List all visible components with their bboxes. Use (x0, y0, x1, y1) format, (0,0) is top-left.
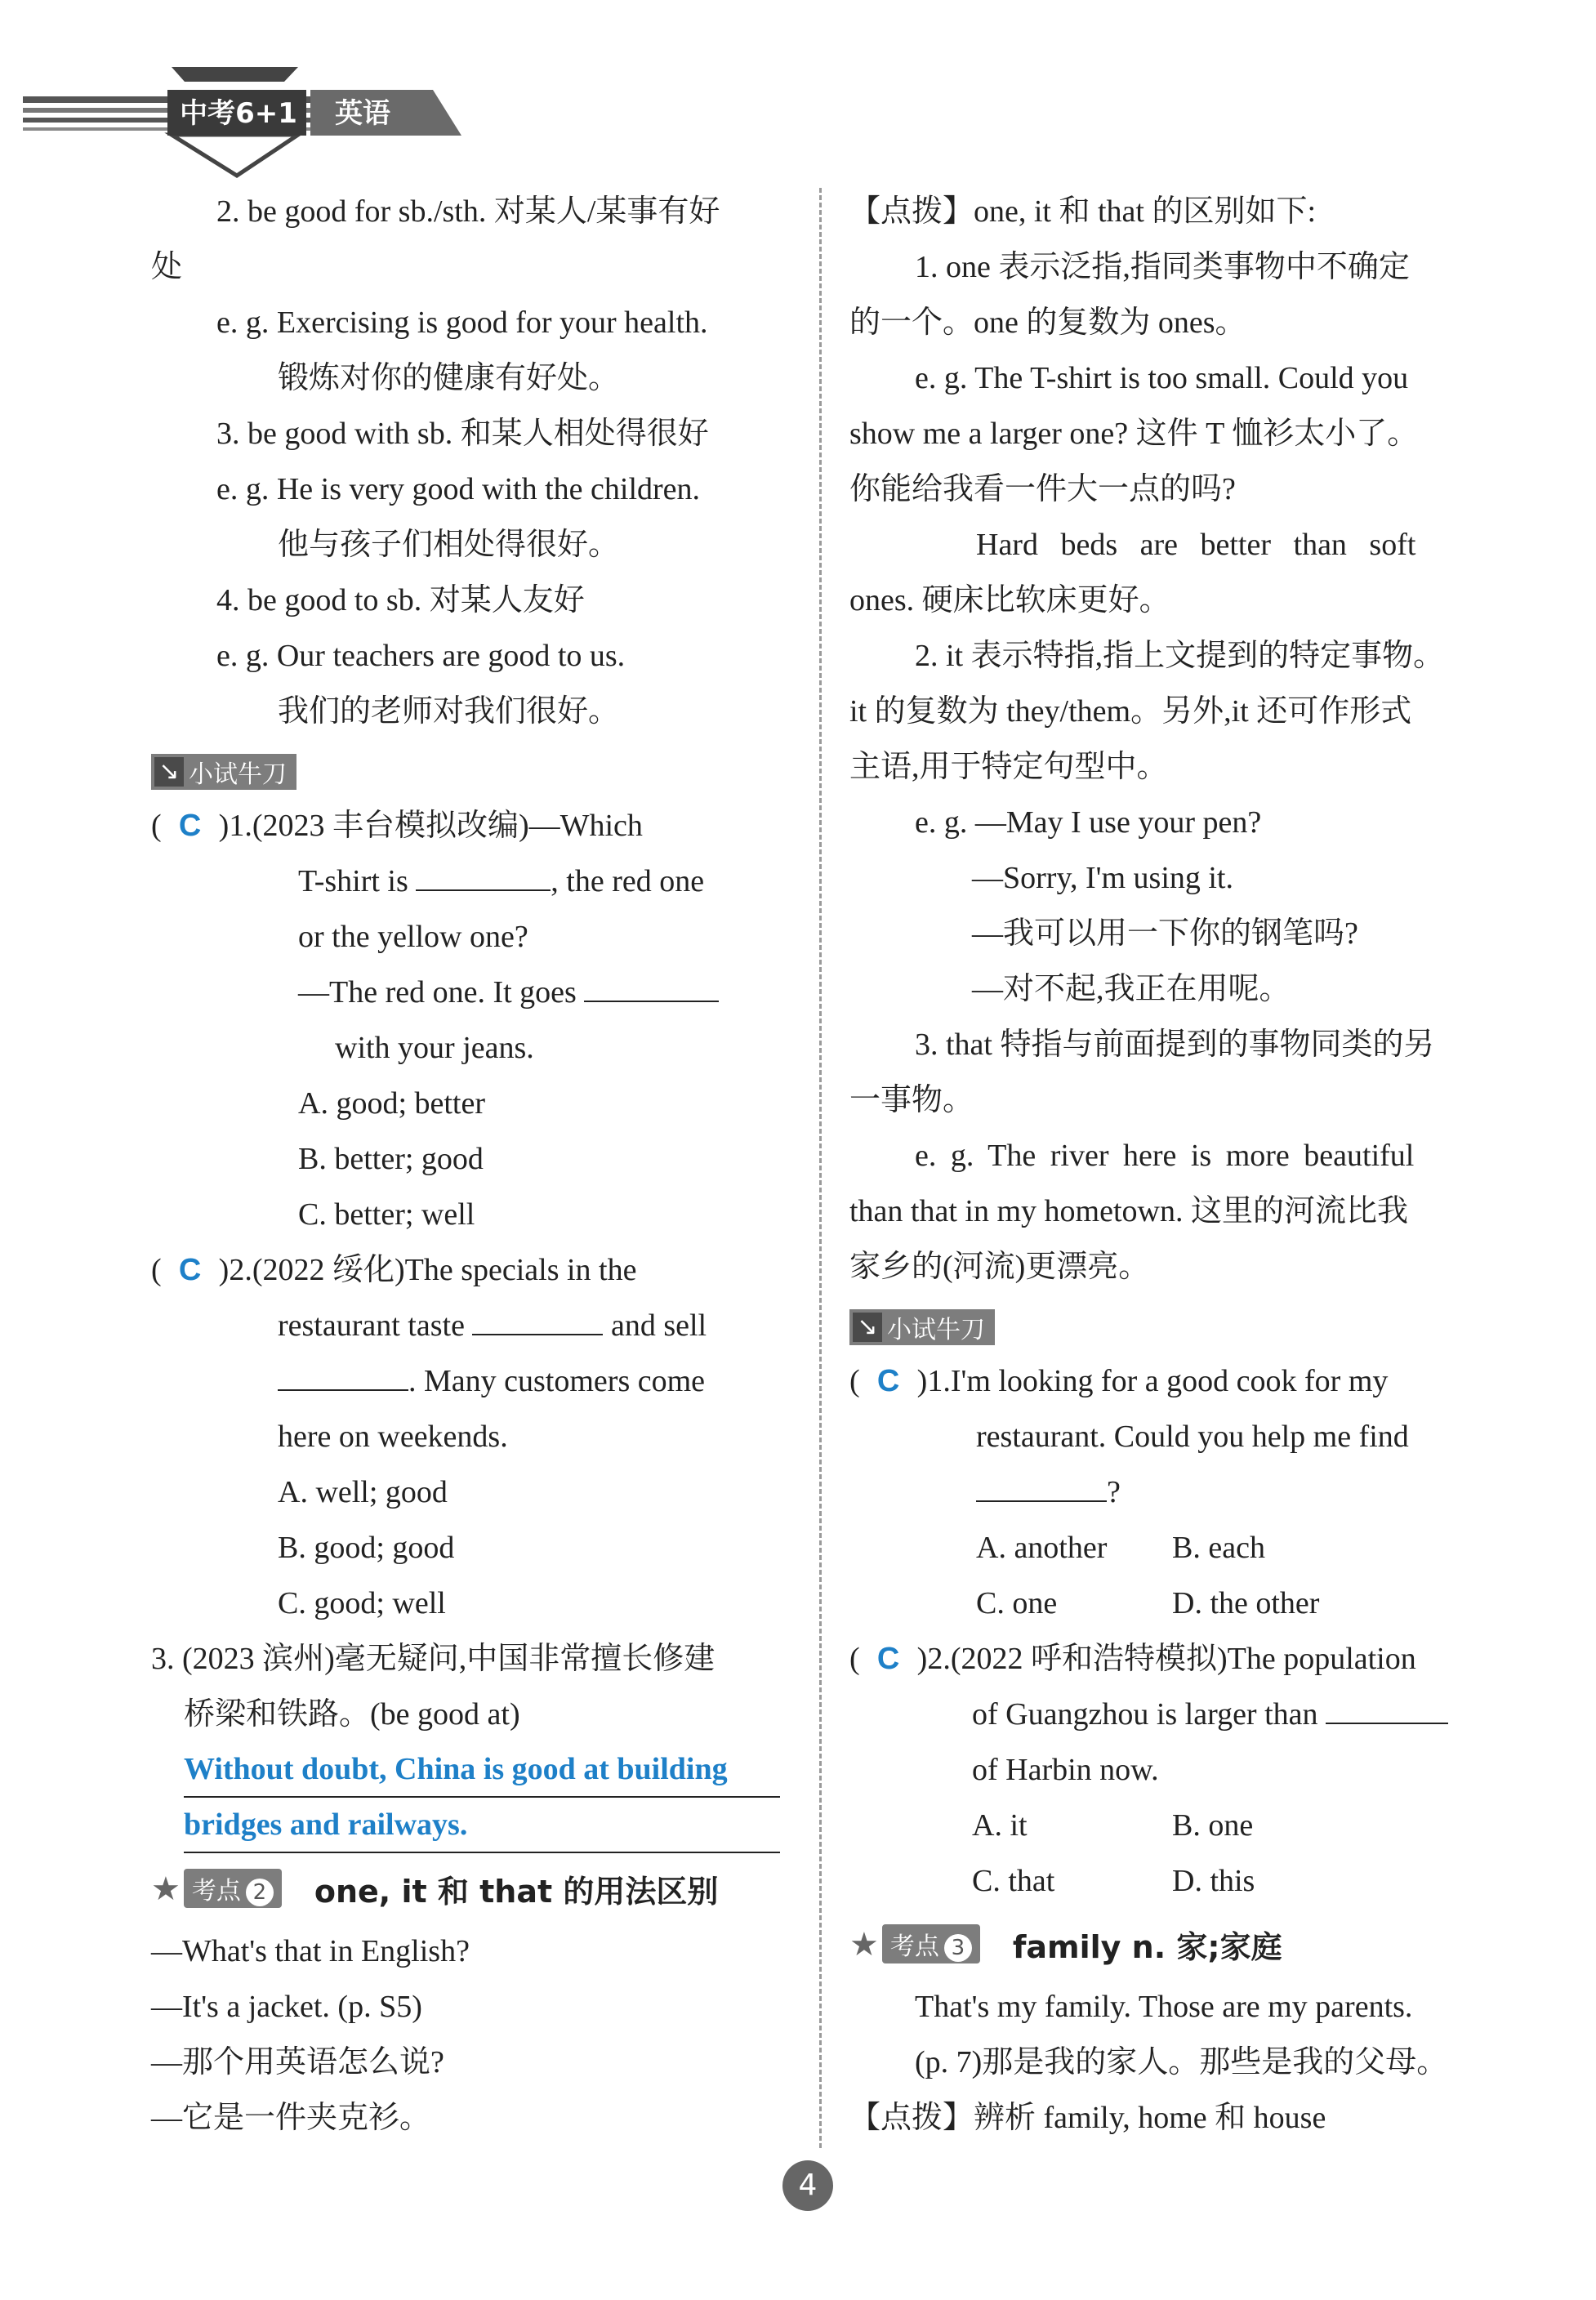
answer-mark: C (876, 1364, 900, 1398)
example-line: e. g. —May I use your pen? (915, 805, 1262, 840)
example-line: e. g. The T-shirt is too small. Could you (915, 361, 1409, 395)
practice-tag (151, 754, 296, 790)
example-line: —对不起,我正在用呢。 (972, 972, 1291, 1006)
left-column (151, 184, 784, 2146)
question-line: —The red one. It goes (151, 965, 784, 1020)
option[interactable]: A. another (976, 1531, 1108, 1565)
option[interactable]: B. good; good (278, 1531, 455, 1565)
key-point-title: one, it 和 that 的用法区别 (314, 1873, 719, 1910)
person-star-icon: ★ (151, 1870, 181, 1907)
tip-line: 【点拨】one, it 和 that 的区别如下: (849, 194, 1317, 229)
option[interactable]: C. good; well (278, 1586, 446, 1620)
option[interactable]: A. well; good (278, 1475, 448, 1509)
question-line: here on weekends. (278, 1420, 508, 1454)
example-line: —我可以用一下你的钢笔吗? (972, 916, 1358, 951)
option[interactable]: A. it (972, 1808, 1028, 1843)
question-1: ( C )1.I'm looking for a good cook for my (849, 1353, 1478, 1409)
question-line: ? (849, 1464, 1478, 1520)
text-line: 的一个。one 的复数为 ones。 (849, 305, 1246, 340)
options-row (849, 1520, 1478, 1576)
arrow-icon: ↘ (853, 1313, 882, 1342)
option[interactable]: C. one (976, 1586, 1058, 1620)
page-number: 4 (782, 2160, 833, 2211)
answer-mark: C (876, 1642, 900, 1676)
subject-label: 英语 (335, 97, 390, 130)
text-line: 4. be good to sb. 对某人友好 (216, 583, 585, 617)
text-line: 处 (151, 250, 183, 284)
answer-blank[interactable] (1326, 1693, 1448, 1724)
text-line: 2. it 表示特指,指上文提到的特定事物。 (915, 639, 1445, 673)
example-line: e. g. Our teachers are good to us. (216, 639, 626, 673)
option[interactable]: D. the other (1172, 1586, 1320, 1620)
example-line: ones. 硬床比软床更好。 (849, 583, 1170, 617)
practice-tag-label: 小试牛刀 (189, 760, 287, 789)
text-line: it 的复数为 they/them。另外,it 还可作形式 (849, 694, 1412, 729)
key-point-3 (849, 1917, 1478, 1971)
sentence-line: (p. 7)那是我的家人。那些是我的父母。 (915, 2045, 1448, 2079)
answer-mark: C (178, 1253, 202, 1287)
page-header (0, 0, 1596, 188)
option[interactable]: B. each (1172, 1531, 1265, 1565)
example-line: —Sorry, I'm using it. (972, 861, 1233, 895)
text-line: 1. one 表示泛指,指同类事物中不确定 (915, 250, 1410, 284)
dialog-line: —What's that in English? (151, 1934, 470, 1968)
answer-text: bridges and railways. (184, 1798, 780, 1853)
dialog-line: —它是一件夹克衫。 (151, 2101, 431, 2135)
answer-text: Without doubt, China is good at building (184, 1742, 780, 1798)
example-line: show me a larger one? 这件 T 恤衫太小了。 (849, 417, 1419, 451)
question-line: or the yellow one? (298, 920, 528, 954)
key-point-badge: 考点 3 (882, 1924, 980, 1963)
option[interactable]: B. one (1172, 1808, 1254, 1843)
example-line: e. g. The river here is more beautiful (915, 1139, 1415, 1173)
practice-tag (849, 1309, 995, 1345)
right-column (849, 184, 1478, 2146)
answer-mark: C (178, 809, 202, 843)
option[interactable]: A. good; better (298, 1086, 486, 1121)
answer-blank[interactable] (416, 860, 551, 891)
options-row (849, 1576, 1478, 1631)
question-2: ( C )2.(2022 绥化)The specials in the (151, 1242, 784, 1298)
translation-line: 他与孩子们相处得很好。 (278, 528, 620, 562)
translation-line: 我们的老师对我们很好。 (278, 694, 620, 729)
question-line: restaurant taste and sell (151, 1298, 784, 1353)
key-point-2 (151, 1861, 784, 1915)
dialog-line: —It's a jacket. (p. S5) (151, 1990, 422, 2024)
answer-area[interactable] (151, 1742, 780, 1853)
key-point-badge: 考点 2 (184, 1869, 282, 1908)
example-line: 家乡的(河流)更漂亮。 (849, 1250, 1150, 1284)
question-line: restaurant. Could you help me find (976, 1420, 1409, 1454)
dialog-line: —那个用英语怎么说? (151, 2045, 444, 2079)
option[interactable]: D. this (1172, 1864, 1255, 1898)
question-1: ( C )1.(2023 丰台模拟改编)—Which (151, 798, 784, 854)
text-line: 3. that 特指与前面提到的事物同类的另 (915, 1027, 1435, 1062)
key-point-title: family n. 家;家庭 (1012, 1928, 1282, 1965)
example-line: 你能给我看一件大一点的吗? (849, 472, 1236, 506)
option[interactable]: C. better; well (298, 1197, 475, 1232)
question-3: 3. (2023 滨州)毫无疑问,中国非常擅长修建 (151, 1642, 716, 1676)
question-line: 桥梁和铁路。(be good at) (184, 1697, 520, 1732)
example-line: than that in my hometown. 这里的河流比我 (849, 1194, 1408, 1228)
option[interactable]: B. better; good (298, 1142, 484, 1176)
translation-line: 锻炼对你的健康有好处。 (278, 361, 620, 395)
question-line: with your jeans. (335, 1031, 534, 1065)
brand-logo: 中考6+1 (180, 97, 297, 130)
text-line: 2. be good for sb./sth. 对某人/某事有好 (216, 194, 720, 229)
option[interactable]: C. that (972, 1864, 1055, 1898)
text-line: 一事物。 (849, 1083, 974, 1117)
options-row (849, 1798, 1478, 1853)
question-line: of Guangzhou is larger than (849, 1687, 1478, 1742)
example-line: Hard beds are better than soft (976, 528, 1416, 562)
answer-blank[interactable] (472, 1304, 603, 1335)
example-line: e. g. Exercising is good for your health. (216, 305, 708, 340)
example-line: e. g. He is very good with the children. (216, 472, 701, 506)
answer-blank[interactable] (278, 1360, 408, 1391)
question-line: . Many customers come (151, 1353, 784, 1409)
question-2: ( C )2.(2022 呼和浩特模拟)The population (849, 1631, 1478, 1687)
answer-blank[interactable] (584, 971, 719, 1002)
options-row (849, 1853, 1478, 1909)
practice-tag-label: 小试牛刀 (887, 1316, 985, 1344)
answer-blank[interactable] (976, 1471, 1107, 1502)
text-line: 主语,用于特定句型中。 (849, 750, 1168, 784)
arrow-icon: ↘ (154, 757, 184, 787)
question-line: T-shirt is , the red one (151, 854, 784, 909)
question-line: of Harbin now. (972, 1753, 1159, 1787)
sentence-line: That's my family. Those are my parents. (915, 1990, 1413, 2024)
text-line: 3. be good with sb. 和某人相处得很好 (216, 417, 709, 451)
column-divider (819, 188, 822, 2148)
person-star-icon: ★ (849, 1925, 879, 1963)
tip-line: 【点拨】辨析 family, home 和 house (849, 2101, 1326, 2135)
